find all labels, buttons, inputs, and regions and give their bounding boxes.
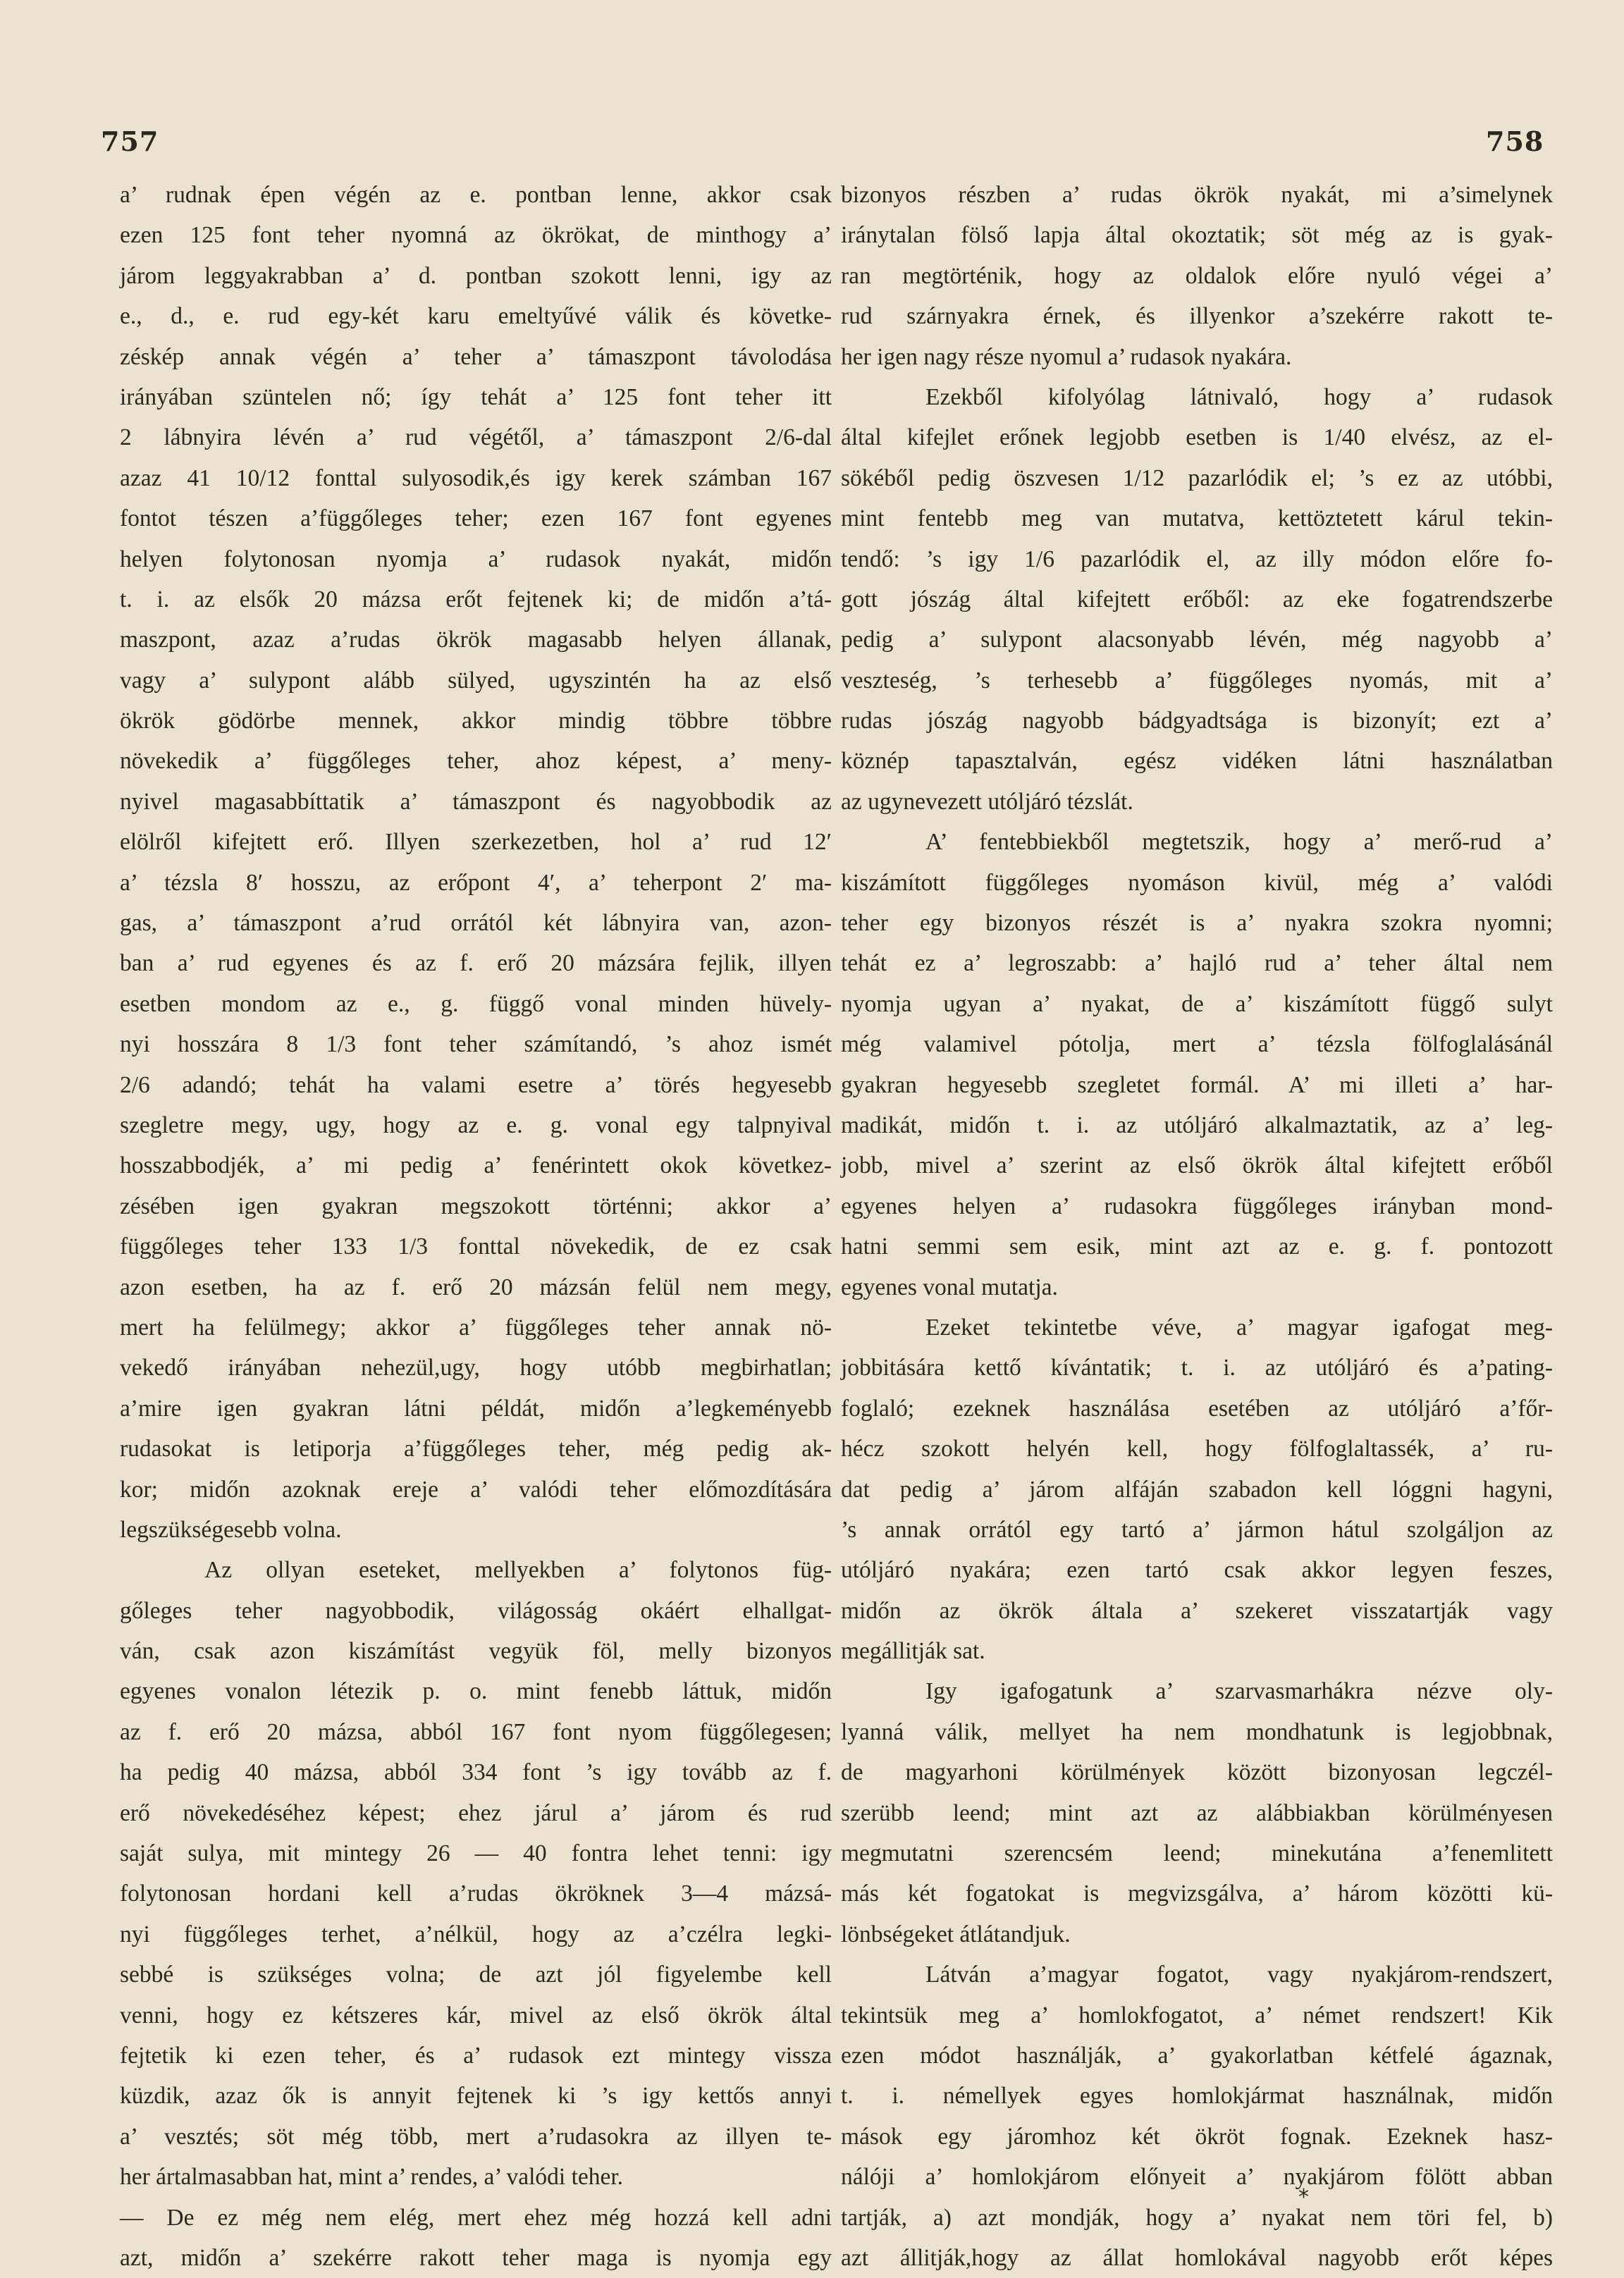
- text-line: helyen folytonosan nyomja a’ rudasok nyakát, midőn: [120, 546, 832, 572]
- text-line: küzdik, azaz ők is annyit fejtenek ki ’s igy kettős annyi: [120, 2083, 832, 2110]
- text-line: hécz szokott helyén kell, hogy fölfoglaltassék, a’ ru-: [841, 1436, 1553, 1463]
- text-line: nálóji a’ homlokjárom előnyeit a’ nyakjárom fölött abban: [841, 2164, 1553, 2191]
- text-line: nyivel magasabbíttatik a’ támaszpont és nagyobbodik az: [120, 788, 832, 815]
- text-line: mert ha felülmegy; akkor a’ függőleges teher annak nö-: [120, 1314, 832, 1341]
- text-line: kiszámított függőleges nyomáson kivül, még a’ valódi: [841, 869, 1553, 896]
- text-line: madikát, midőn t. i. az utóljáró alkalmaztatik, az a’ leg-: [841, 1112, 1553, 1138]
- text-line: hosszabbodjék, a’ mi pedig a’ fenérintett okok következ-: [120, 1152, 832, 1179]
- text-line: 2 lábnyira lévén a’ rud végétől, a’ támaszpont 2/6-dal: [120, 424, 832, 451]
- text-line: e., d., e. rud egy-két karu emeltyűvé válik és követke-: [120, 303, 832, 330]
- signature-mark: *: [1298, 2185, 1309, 2210]
- text-line: szerübb leend; mint azt az alábbiakban körülményesen: [841, 1799, 1553, 1826]
- text-line: de magyarhoni körülmények között bizonyosan legczél-: [841, 1759, 1553, 1786]
- text-line: a’mire igen gyakran látni példát, midőn a’legkeményebb: [120, 1395, 832, 1422]
- text-line: egyenes helyen a’ rudasokra függőleges irányban mond-: [841, 1193, 1553, 1219]
- text-line: ran megtörténik, hogy az oldalok előre nyuló végei a’: [841, 262, 1553, 289]
- text-line: egyenes vonal mutatja.: [841, 1274, 1058, 1300]
- text-line: függőleges teher 133 1/3 fonttal növekedik, de ez csak: [120, 1233, 832, 1260]
- text-line: t. i. némellyek egyes homlokjármat használnak, midőn: [841, 2083, 1553, 2110]
- text-line: nyomja ugyan a’ nyakat, de a’ kiszámított függő sulyt: [841, 990, 1553, 1017]
- text-line: azaz 41 10/12 fonttal sulyosodik,és igy kerek számban 167: [120, 464, 832, 491]
- text-line: által kifejlet erőnek legjobb esetben is 1/40 elvész, az el-: [841, 424, 1553, 451]
- text-line: rudas jószág nagyobb bádgyadtsága is bizonyít; ezt a’: [841, 708, 1553, 734]
- text-line: növekedik a’ függőleges teher, ahoz képest, a’ meny-: [120, 748, 832, 775]
- text-line: azon esetben, ha az f. erő 20 mázsán felül nem megy,: [120, 1274, 832, 1300]
- text-line: Az ollyan eseteket, mellyekben a’ folytonos füg-: [204, 1557, 832, 1584]
- text-line: nyi függőleges terhet, a’nélkül, hogy az a’czélra legki-: [120, 1921, 832, 1947]
- text-line: gyakran hegyesebb szegletet formál. A’ mi illeti a’ har-: [841, 1071, 1553, 1098]
- text-line: teher egy bizonyos részét is a’ nyakra szokra nyomni;: [841, 910, 1553, 937]
- text-column-right: [841, 175, 1553, 2278]
- text-line: a’ tézsla 8′ hosszu, az erőpont 4′, a’ teherpont 2′ ma-: [120, 869, 832, 896]
- text-line: tehát ez a’ legroszabb: a’ hajló rud a’ teher által nem: [841, 950, 1553, 977]
- text-column-left: [120, 175, 832, 2278]
- text-line: ezen módot használják, a’ gyakorlatban kétfelé ágaznak,: [841, 2042, 1553, 2069]
- text-line: járom leggyakrabban a’ d. pontban szokott lenni, igy az: [120, 262, 832, 289]
- text-line: elölről kifejtett erő. Illyen szerkezetben, hol a’ rud 12′: [120, 829, 832, 856]
- text-line: tekintsük meg a’ homlokfogatot, a’ német rendszert! Kik: [841, 2002, 1553, 2028]
- text-line: Ezeket tekintetbe véve, a’ magyar igafogat meg-: [925, 1314, 1553, 1341]
- text-line: rud szárnyakra érnek, és illyenkor a’szekérre rakott te-: [841, 303, 1553, 330]
- text-line: utóljáró nyakára; ezen tartó csak akkor legyen feszes,: [841, 1557, 1553, 1584]
- page-number-right: 758: [1486, 125, 1544, 157]
- text-line: megállitják sat.: [841, 1638, 985, 1665]
- text-line: a’ rudnak épen végén az e. pontban lenne, akkor csak: [120, 182, 832, 208]
- text-line: ban a’ rud egyenes és az f. erő 20 mázsára fejlik, illyen: [120, 950, 832, 977]
- text-line: legszükségesebb volna.: [120, 1516, 342, 1543]
- text-line: ha pedig 40 mázsa, abból 334 font ’s igy tovább az f.: [120, 1759, 832, 1786]
- text-line: dat pedig a’ járom alfáján szabadon kell lóggni hagyni,: [841, 1476, 1553, 1503]
- text-line: lyanná válik, mellyet ha nem mondhatunk is legjobbnak,: [841, 1718, 1553, 1745]
- text-line: vekedő irányában nehezül,ugy, hogy utóbb megbirhatlan;: [120, 1355, 832, 1381]
- text-line: egyenes vonalon létezik p. o. mint fenebb láttuk, midőn: [120, 1678, 832, 1705]
- text-line: hatni semmi sem esik, mint azt az e. g. f. pontozott: [841, 1233, 1553, 1260]
- text-line: szegletre megy, ugy, hogy az e. g. vonal egy talpnyival: [120, 1112, 832, 1138]
- text-line: 2/6 adandó; tehát ha valami esetre a’ törés hegyesebb: [120, 1071, 832, 1098]
- text-line: köznép tapasztalván, egész vidéken látni használatban: [841, 748, 1553, 775]
- text-line: a’ vesztés; söt még több, mert a’rudasokra az illyen te-: [120, 2123, 832, 2150]
- text-line: megmutatni szerencsém leend; minekutána a’fenemlitett: [841, 1840, 1553, 1867]
- text-line: venni, hogy ez kétszeres kár, mivel az első ökrök által: [120, 2002, 832, 2028]
- text-line: tendő: ’s igy 1/6 pazarlódik el, az illy módon előre fo-: [841, 546, 1553, 572]
- text-line: az ugynevezett utóljáró tézslát.: [841, 788, 1133, 815]
- text-line: irányában szüntelen nő; így tehát a’ 125 font teher itt: [120, 383, 832, 410]
- text-line: Igy igafogatunk a’ szarvasmarhákra nézve oly-: [925, 1678, 1553, 1705]
- text-line: azt állitják,hogy az állat homlokával nagyobb erőt képes: [841, 2244, 1553, 2271]
- text-line: ezen 125 font teher nyomná az ökrökat, de minthogy a’: [120, 222, 832, 249]
- text-line: azt, midőn a’ szekérre rakott teher maga is nyomja egy: [120, 2244, 832, 2271]
- text-line: folytonosan hordani kell a’rudas ökröknek 3—4 mázsá-: [120, 1880, 832, 1907]
- text-line: ván, csak azon kiszámítást vegyük föl, melly bizonyos: [120, 1638, 832, 1665]
- text-line: her igen nagy része nyomul a’ rudasok nyakára.: [841, 343, 1292, 370]
- text-line: nyi hosszára 8 1/3 font teher számítandó, ’s ahoz ismét: [120, 1031, 832, 1058]
- text-line: vagy a’ sulypont alább sülyed, ugyszintén ha az első: [120, 667, 832, 694]
- text-line: her ártalmasabban hat, mint a’ rendes, a’ valódi teher.: [120, 2164, 624, 2191]
- text-line: más két fogatokat is megvizsgálva, a’ három közötti kü-: [841, 1880, 1553, 1907]
- text-line: esetben mondom az e., g. függő vonal minden hüvely-: [120, 990, 832, 1017]
- text-line: tartják, a) azt mondják, hogy a’ nyakat nem töri fel, b): [841, 2204, 1553, 2231]
- text-line: zéskép annak végén a’ teher a’ támaszpont távolodása: [120, 343, 832, 370]
- text-line: mások egy járomhoz két ökröt fognak. Ezeknek hasz-: [841, 2123, 1553, 2150]
- text-line: ökrök gödörbe mennek, akkor mindig többre többre: [120, 708, 832, 734]
- text-line: mint fentebb meg van mutatva, kettöztetett kárul tekin-: [841, 505, 1553, 532]
- text-line: fontot tészen a’függőleges teher; ezen 167 font egyenes: [120, 505, 832, 532]
- text-line: veszteség, ’s terhesebb a’ függőleges nyomás, mit a’: [841, 667, 1553, 694]
- text-line: maszpont, azaz a’rudas ökrök magasabb helyen állanak,: [120, 627, 832, 653]
- text-line: saját sulya, mit mintegy 26 — 40 fontra lehet tenni: igy: [120, 1840, 832, 1867]
- text-line: t. i. az elsők 20 mázsa erőt fejtenek ki; de midőn a’tá-: [120, 586, 832, 612]
- text-line: fejtetik ki ezen teher, és a’ rudasok ezt mintegy vissza: [120, 2042, 832, 2069]
- text-line: zésében igen gyakran megszokott történni; akkor a’: [120, 1193, 832, 1219]
- text-line: jobbitására kettő kívántatik; t. i. az utóljáró és a’pating-: [841, 1355, 1553, 1381]
- text-line: ’s annak orrától egy tartó a’ jármon hátul szolgáljon az: [841, 1516, 1553, 1543]
- text-line: kor; midőn azoknak ereje a’ valódi teher előmozdítására: [120, 1476, 832, 1503]
- text-line: sökéből pedig öszvesen 1/12 pazarlódik el; ’s ez az utóbbi,: [841, 464, 1553, 491]
- text-line: Látván a’magyar fogatot, vagy nyakjárom-rendszert,: [925, 1962, 1553, 1988]
- text-line: gőleges teher nagyobbodik, világosság okáért elhallgat-: [120, 1597, 832, 1624]
- text-line: sebbé is szükséges volna; de azt jól figyelembe kell: [120, 1962, 832, 1988]
- text-line: rudasokat is letiporja a’függőleges teher, még pedig ak-: [120, 1436, 832, 1463]
- text-line: lönbségeket átlátandjuk.: [841, 1921, 1071, 1947]
- text-line: — De ez még nem elég, mert ehez még hozzá kell adni: [120, 2204, 832, 2231]
- text-line: még valamivel pótolja, mert a’ tézsla fölfoglalásánál: [841, 1031, 1553, 1058]
- text-line: midőn az ökrök általa a’ szekeret visszatartják vagy: [841, 1597, 1553, 1624]
- text-line: Ezekből kifolyólag látnivaló, hogy a’ rudasok: [925, 383, 1553, 410]
- text-line: iránytalan fölső lapja által okoztatik; söt még az is gyak-: [841, 222, 1553, 249]
- text-line: A’ fentebbiekből megtetszik, hogy a’ merő-rud a’: [925, 829, 1553, 856]
- text-line: pedig a’ sulypont alacsonyabb lévén, még nagyobb a’: [841, 627, 1553, 653]
- text-line: erő növekedéséhez képest; ehez járul a’ járom és rud: [120, 1799, 832, 1826]
- text-line: bizonyos részben a’ rudas ökrök nyakát, mi a’simelynek: [841, 182, 1553, 208]
- text-line: jobb, mivel a’ szerint az első ökrök által kifejtett erőből: [841, 1152, 1553, 1179]
- text-line: gott jószág által kifejtett erőből: az eke fogatrendszerbe: [841, 586, 1553, 612]
- text-line: az f. erő 20 mázsa, abból 167 font nyom függőlegesen;: [120, 1718, 832, 1745]
- text-line: foglaló; ezeknek használása esetében az utóljáró a’főr-: [841, 1395, 1553, 1422]
- text-line: gas, a’ támaszpont a’rud orrától két lábnyira van, azon-: [120, 910, 832, 937]
- page-number-left: 757: [101, 125, 159, 157]
